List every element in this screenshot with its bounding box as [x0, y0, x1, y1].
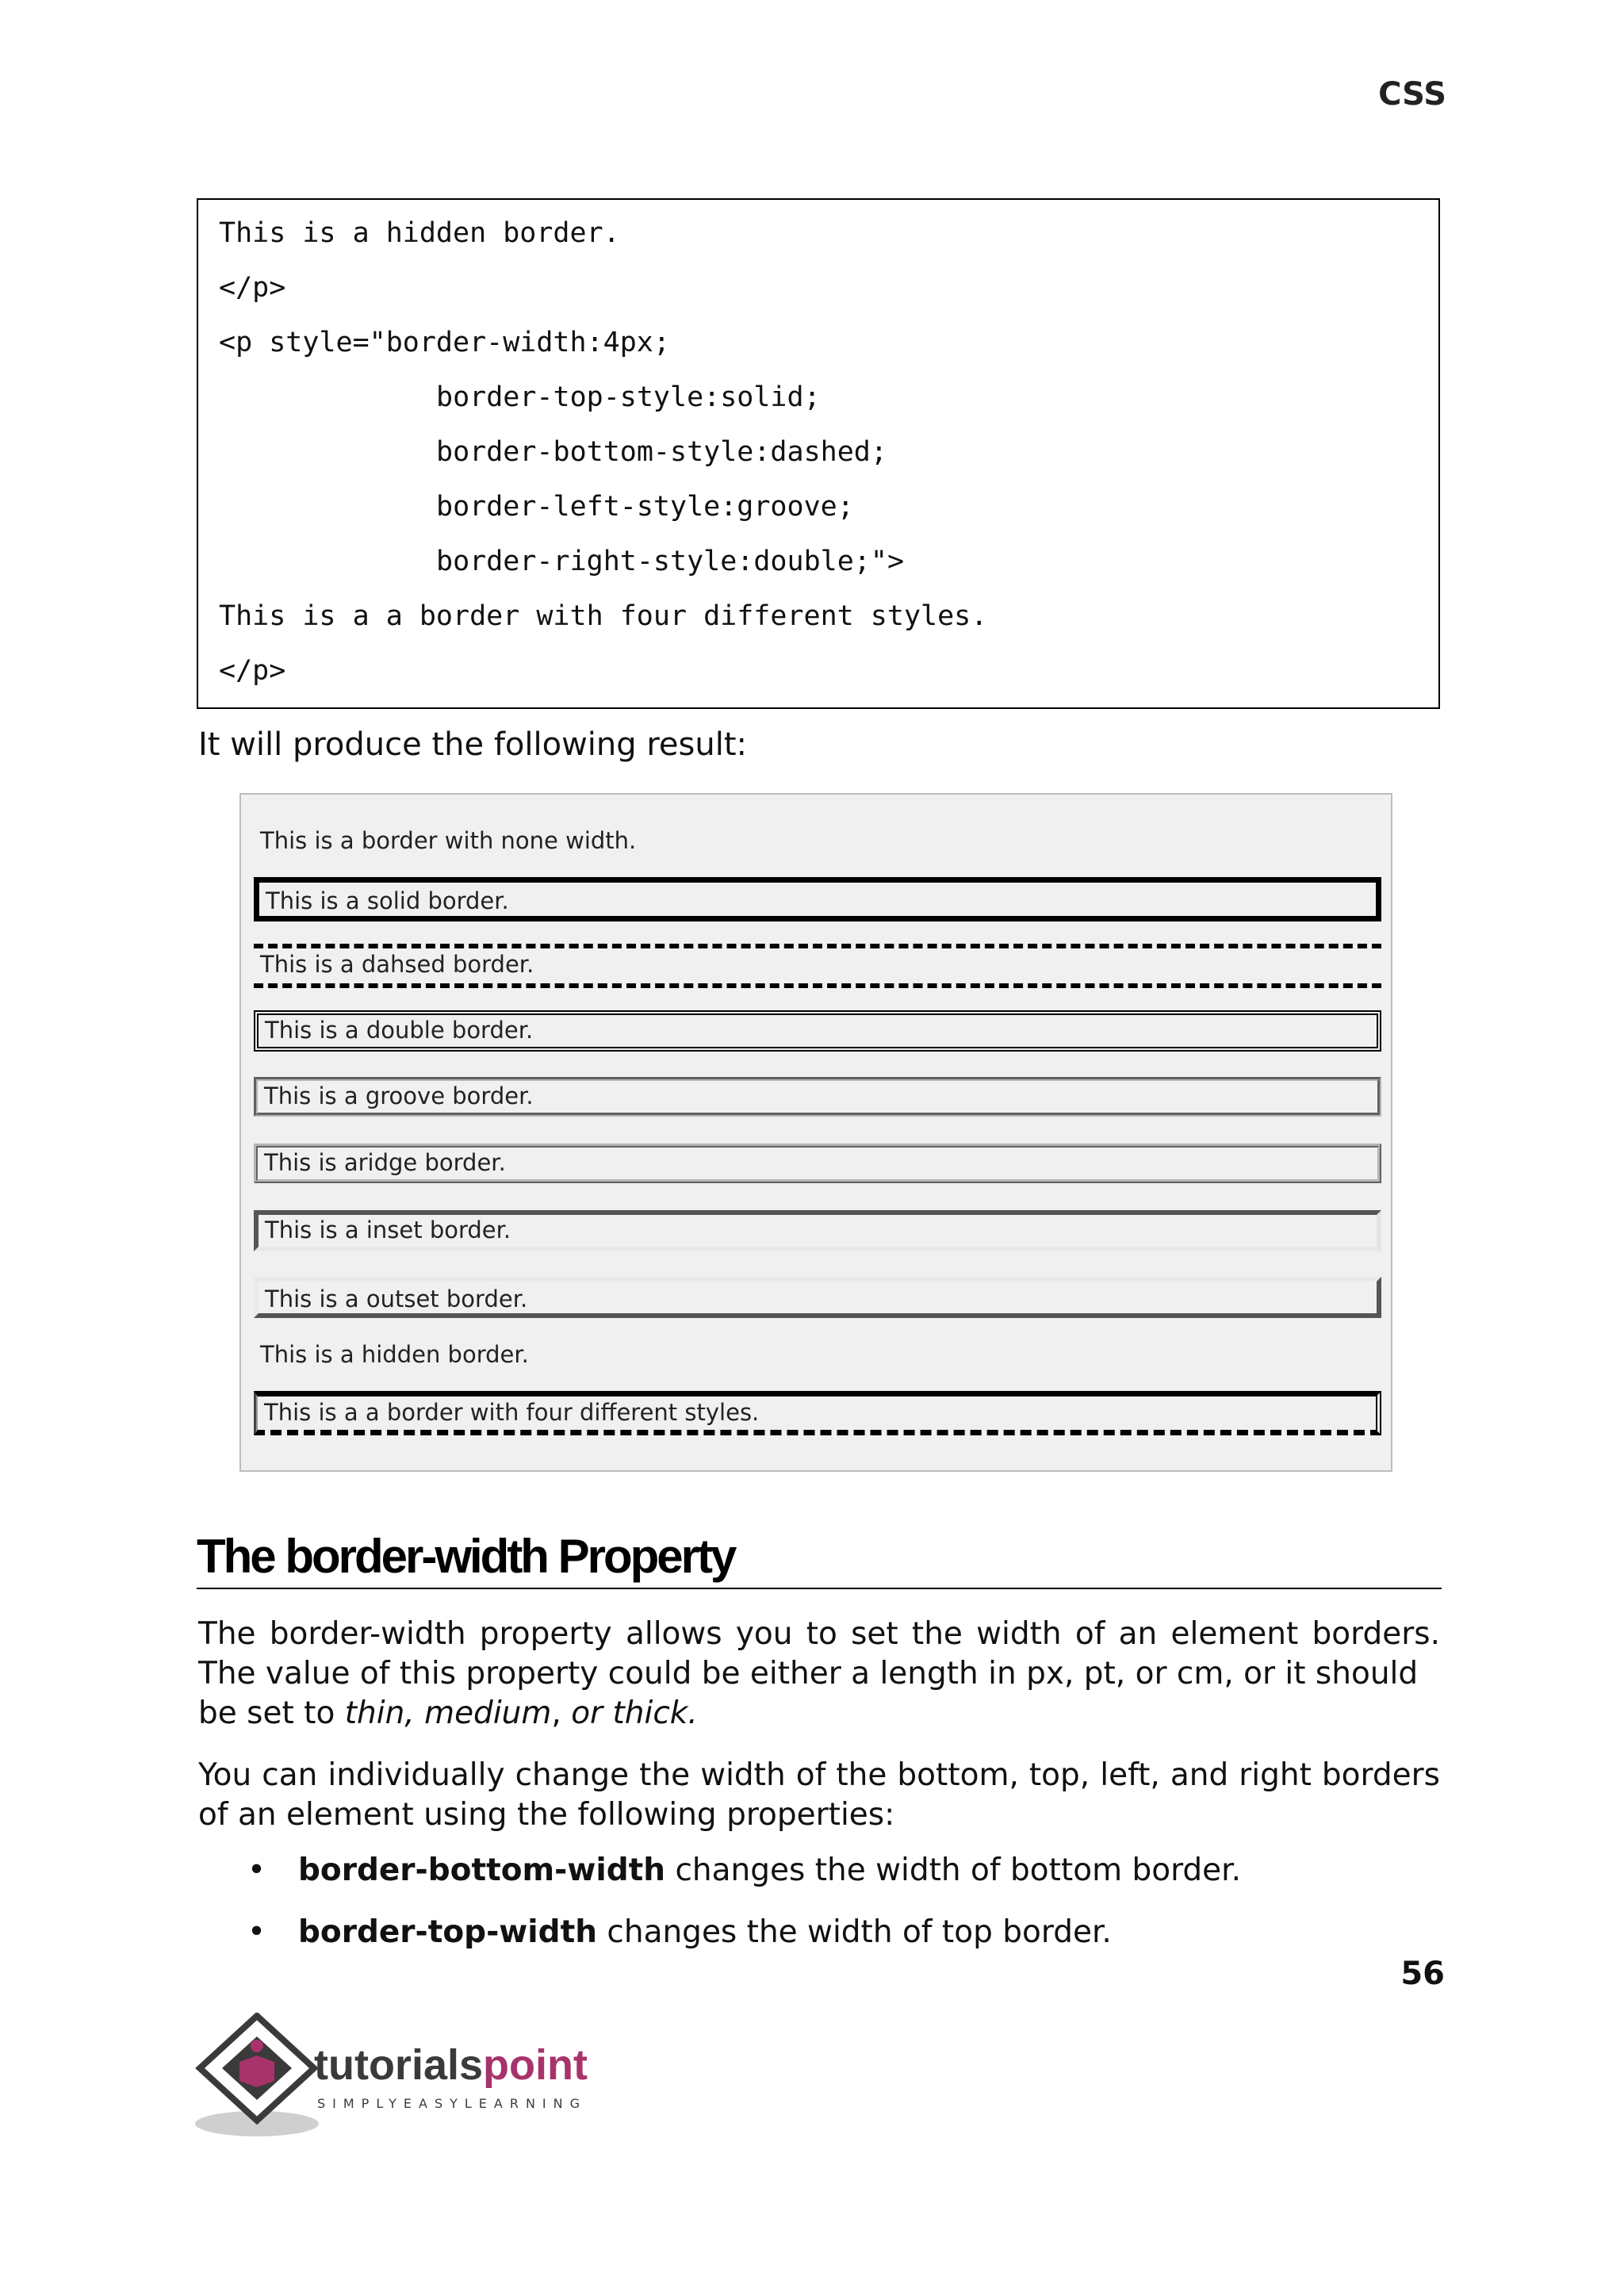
code-line: border-right-style:double;">	[436, 546, 905, 577]
code-line: border-bottom-style:dashed;	[436, 436, 887, 468]
demo-groove-border	[254, 1077, 1381, 1117]
demo-hidden-border	[254, 1342, 1381, 1367]
logo-head-icon	[251, 2040, 263, 2052]
logo-wordmark: tutorialspoint	[314, 2041, 588, 2089]
property-desc: changes the width of bottom border.	[675, 1852, 1242, 1888]
code-line: border-left-style:groove;	[436, 491, 854, 523]
code-line: </p>	[219, 655, 286, 687]
demo-text: This is a hidden border.	[260, 1341, 529, 1368]
code-line: </p>	[219, 272, 286, 304]
property-term: border-bottom-width	[298, 1852, 666, 1888]
logo-book-icon	[239, 2056, 274, 2087]
demo-double-border	[254, 1010, 1381, 1052]
demo-text: This is a double border.	[265, 1017, 534, 1044]
paragraph-tail-italic: or thick.	[571, 1695, 698, 1731]
tutorialspoint-logo	[193, 2013, 622, 2140]
code-line: border-top-style:solid;	[436, 381, 821, 413]
code-line: This is a hidden border.	[219, 217, 620, 249]
demo-text: This is a outset border.	[265, 1285, 528, 1312]
running-header: CSS	[1378, 76, 1446, 113]
paragraph-tail-prefix: be set to	[198, 1695, 335, 1731]
bullet-icon: •	[247, 1852, 266, 1888]
code-block	[197, 198, 1440, 709]
demo-text: This is a inset border.	[265, 1216, 511, 1243]
paragraph-individual: You can individually change the width of the bottom, top, left, and right borders of an element using the following properties:	[198, 1757, 1440, 1833]
result-screenshot	[239, 793, 1392, 1472]
result-intro: It will produce the following result:	[198, 726, 747, 763]
demo-text: This is a solid border.	[266, 887, 509, 914]
page-number: 56	[1400, 1956, 1445, 1992]
paragraph-tail-comma: ,	[551, 1695, 561, 1731]
demo-text: This is a dahsed border.	[260, 951, 534, 978]
demo-solid-border	[254, 877, 1381, 921]
demo-mixed-border	[254, 1391, 1381, 1435]
code-line: <p style="border-width:4px;	[219, 327, 670, 358]
property-desc: changes the width of top border.	[607, 1914, 1112, 1950]
demo-inset-border	[254, 1210, 1381, 1251]
property-term: border-top-width	[298, 1914, 597, 1950]
paragraph-tail	[198, 1694, 1440, 1734]
paragraph-main: The border-width property allows you to set the width of an element borders. The value of this property could be either a length in px, pt, or cm, or it should	[198, 1616, 1440, 1692]
demo-ridge-border	[254, 1144, 1381, 1183]
bullet-icon: •	[247, 1914, 266, 1950]
paragraph-tail-italic: thin, medium	[344, 1695, 552, 1731]
paragraph-border-width	[198, 1615, 1440, 1734]
demo-dashed-border	[254, 944, 1381, 988]
demo-text: This is a border with none width.	[260, 827, 637, 854]
section-heading: The border-width Property	[197, 1531, 1442, 1589]
demo-none-border	[254, 828, 1381, 853]
demo-outset-border	[254, 1277, 1381, 1318]
logo-tagline: SIMPLYEASYLEARNING	[317, 2096, 588, 2111]
code-line: This is a a border with four different styles.	[219, 600, 988, 632]
demo-text: This is a a border with four different styles.	[264, 1399, 760, 1426]
demo-text: This is aridge border.	[264, 1149, 506, 1176]
demo-text: This is a groove border.	[264, 1082, 534, 1109]
